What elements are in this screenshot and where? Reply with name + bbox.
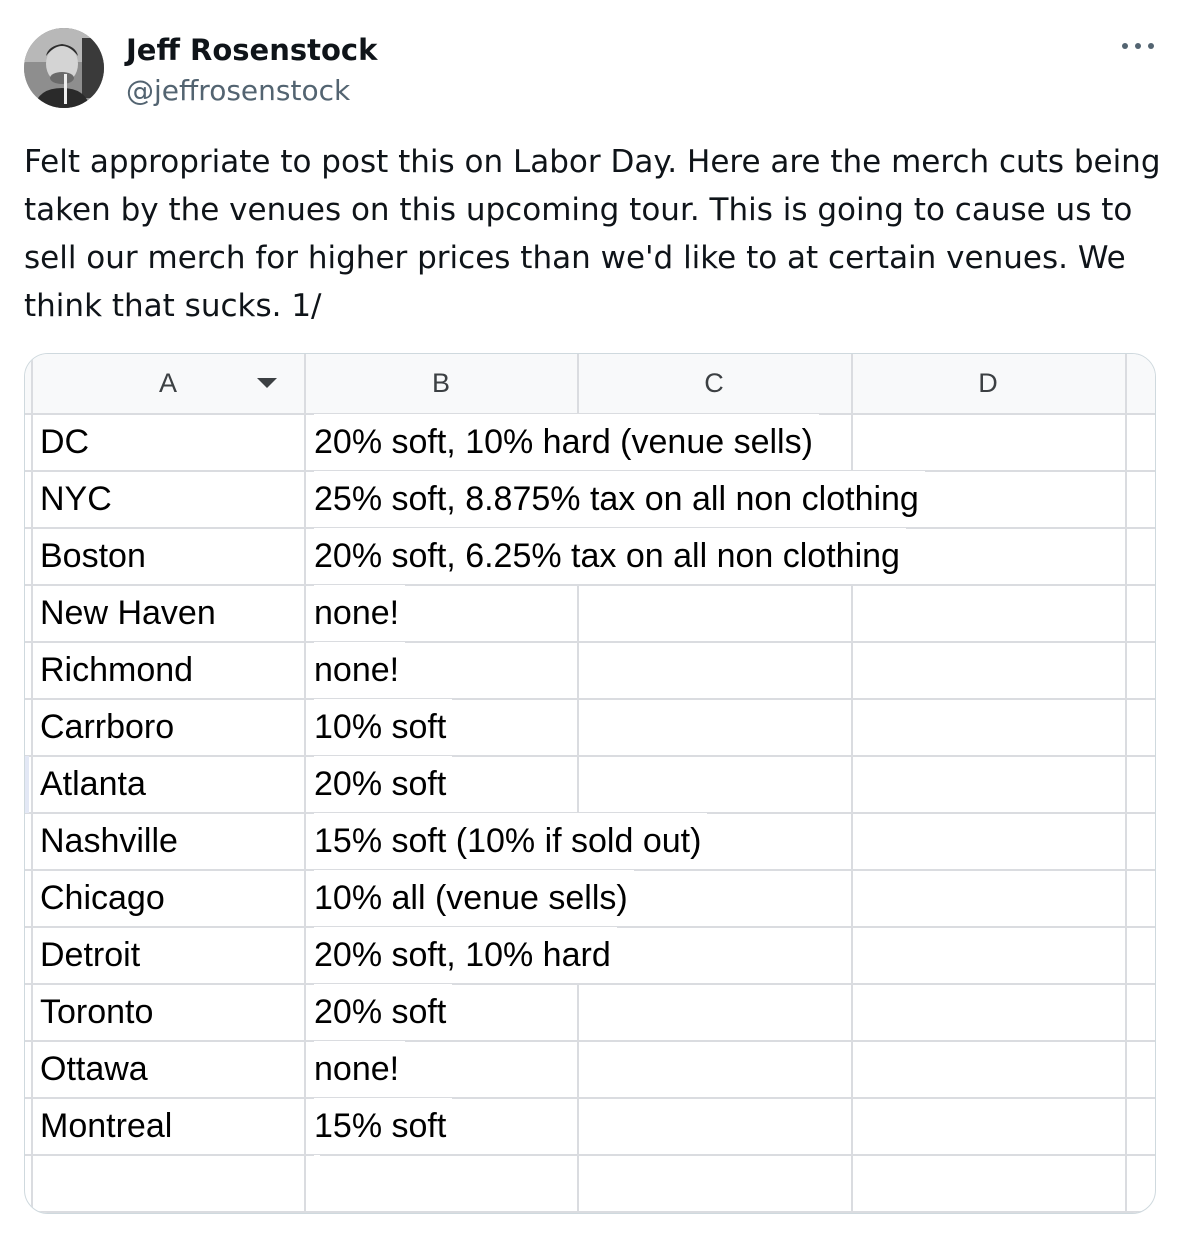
cell-cut: none! — [314, 642, 405, 698]
cell-city: Atlanta — [40, 765, 146, 803]
cell-cut: 20% soft — [314, 756, 452, 812]
cell-city: DC — [40, 423, 90, 461]
row-divider — [25, 698, 1155, 700]
cell-city: Detroit — [40, 936, 141, 974]
column-header-a: A — [158, 368, 177, 398]
cell-city: Nashville — [40, 822, 178, 860]
more-dots-icon[interactable] — [1118, 34, 1158, 58]
cell-city: Chicago — [40, 879, 165, 917]
cell-city: Richmond — [40, 651, 194, 689]
column-divider — [31, 354, 33, 1213]
row-divider — [25, 983, 1155, 985]
row-divider — [25, 1211, 1155, 1213]
column-divider — [304, 354, 306, 1213]
row-divider — [25, 755, 1155, 757]
row-selection-marker — [25, 756, 29, 813]
chevron-down-icon — [257, 378, 277, 388]
cell-cut: 10% all (venue sells) — [314, 870, 634, 926]
cell-cut: 20% soft, 6.25% tax on all non clothing — [314, 528, 906, 584]
spreadsheet-image[interactable] — [24, 353, 1156, 1214]
author-name[interactable]: Jeff Rosenstock — [126, 33, 378, 67]
avatar[interactable] — [24, 28, 104, 108]
cell-cut: none! — [314, 1041, 405, 1097]
cell-cut: 25% soft, 8.875% tax on all non clothing — [314, 471, 925, 527]
row-divider — [25, 1097, 1155, 1099]
cell-city: New Haven — [40, 594, 216, 632]
cell-cut: none! — [314, 585, 405, 641]
cell-cut: 15% soft — [314, 1098, 452, 1154]
cell-city: Toronto — [40, 993, 154, 1031]
column-divider — [1125, 354, 1127, 1213]
tweet-text: Felt appropriate to post this on Labor Day. Here are the merch cuts being taken by the venues on this upcoming tour. This is going to cause us to sell our merch for higher prices than we'd like to at certain venues. We think that sucks. 1/ — [24, 144, 1161, 324]
cell-city: Carrboro — [40, 708, 175, 746]
cell-cut — [314, 1155, 320, 1211]
column-header-b: B — [431, 368, 450, 398]
cell-city: Montreal — [40, 1107, 173, 1145]
author-handle[interactable]: @jeffrosenstock — [126, 74, 351, 107]
cell-cut: 10% soft — [314, 699, 452, 755]
column-header-d: D — [978, 368, 998, 398]
row-divider — [25, 641, 1155, 643]
cell-city: NYC — [40, 480, 112, 518]
cell-cut: 20% soft, 10% hard — [314, 927, 617, 983]
row-divider — [25, 1040, 1155, 1042]
row-divider — [25, 1154, 1155, 1156]
cell-cut: 20% soft — [314, 984, 452, 1040]
column-header-c: C — [704, 368, 724, 398]
avatar-photo — [24, 28, 104, 108]
cell-city: Boston — [40, 537, 146, 575]
cell-city: Ottawa — [40, 1050, 148, 1088]
spreadsheet-grid — [25, 354, 1155, 1213]
cell-cut: 15% soft (10% if sold out) — [314, 813, 707, 869]
cell-cut: 20% soft, 10% hard (venue sells) — [314, 414, 819, 470]
